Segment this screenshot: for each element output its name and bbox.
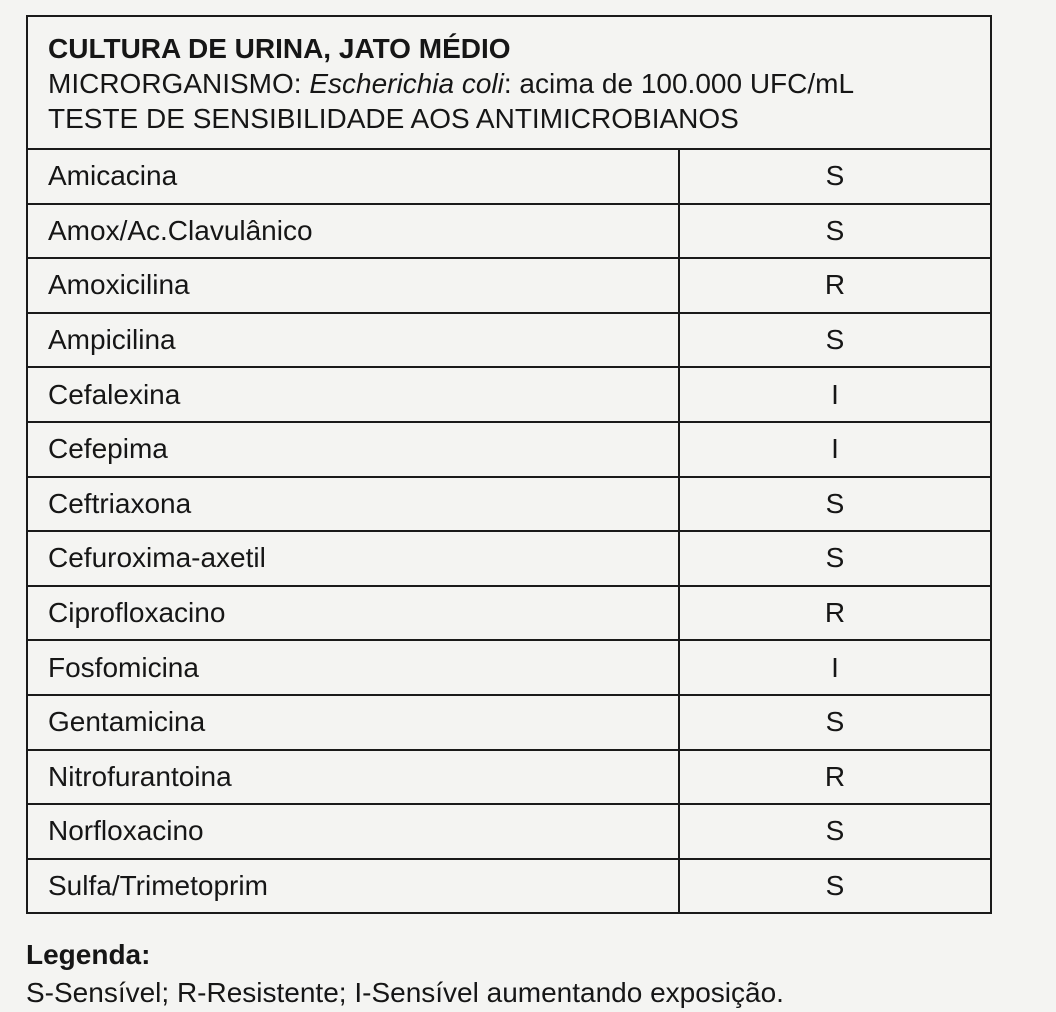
table-row bbox=[28, 258, 990, 313]
drug-name: Ampicilina bbox=[28, 313, 679, 368]
sensitivity-result: S bbox=[679, 695, 990, 750]
drug-name: Ciprofloxacino bbox=[28, 586, 679, 641]
table-row bbox=[28, 586, 990, 641]
drug-name: Norfloxacino bbox=[28, 804, 679, 859]
sensitivity-result: S bbox=[825, 160, 845, 192]
table-row bbox=[28, 313, 990, 368]
legend bbox=[26, 936, 784, 1012]
drug-name: Sulfa/Trimetoprim bbox=[28, 859, 679, 913]
organism-name: Escherichia coli bbox=[309, 68, 504, 99]
drug-name: Cefuroxima-axetil bbox=[28, 531, 679, 586]
sensitivity-result: I bbox=[679, 367, 990, 422]
sensitivity-result: S bbox=[679, 477, 990, 532]
sensitivity-result: I bbox=[679, 422, 990, 477]
sensitivity-result: R bbox=[679, 586, 990, 641]
drug-name: Fosfomicina bbox=[28, 640, 679, 695]
table-row bbox=[28, 422, 990, 477]
table-row bbox=[28, 859, 990, 913]
sensitivity-result: S bbox=[679, 313, 990, 368]
drug-name: Amox/Ac.Clavulânico bbox=[28, 204, 679, 259]
drug-name: Cefepima bbox=[28, 422, 679, 477]
organism-label: MICRORGANISMO: bbox=[48, 68, 310, 99]
table-row bbox=[28, 804, 990, 859]
sensitivity-result: S bbox=[679, 204, 990, 259]
sensitivity-table bbox=[28, 150, 990, 912]
drug-name: Gentamicina bbox=[28, 695, 679, 750]
drug-name: Nitrofurantoina bbox=[28, 750, 679, 805]
sensitivity-result: S bbox=[679, 804, 990, 859]
drug-name: Amoxicilina bbox=[28, 258, 679, 313]
table-row bbox=[28, 477, 990, 532]
drug-name: Cefalexina bbox=[28, 367, 679, 422]
drug-name: Amicacina bbox=[28, 150, 679, 204]
report-header bbox=[28, 17, 990, 150]
legend-text: S-Sensível; R-Resistente; I-Sensível aumentando exposição. bbox=[26, 977, 784, 1008]
legend-title: Legenda: bbox=[26, 939, 151, 970]
table-row bbox=[28, 367, 990, 422]
table-row bbox=[28, 695, 990, 750]
sensitivity-result: R bbox=[679, 258, 990, 313]
sensitivity-result: R bbox=[679, 750, 990, 805]
report-title: CULTURA DE URINA, JATO MÉDIO bbox=[48, 33, 511, 64]
sensitivity-result: S bbox=[679, 531, 990, 586]
table-row bbox=[28, 750, 990, 805]
organism-line bbox=[48, 66, 970, 101]
drug-name: Ceftriaxona bbox=[28, 477, 679, 532]
organism-count: : acima de 100.000 UFC/mL bbox=[503, 68, 855, 99]
table-row bbox=[28, 150, 990, 204]
table-row bbox=[28, 640, 990, 695]
test-title: TESTE DE SENSIBILIDADE AOS ANTIMICROBIANOS bbox=[48, 103, 739, 134]
table-row bbox=[28, 204, 990, 259]
culture-report bbox=[26, 15, 992, 914]
sensitivity-result: S bbox=[679, 859, 990, 913]
table-row bbox=[28, 531, 990, 586]
sensitivity-result: I bbox=[679, 640, 990, 695]
